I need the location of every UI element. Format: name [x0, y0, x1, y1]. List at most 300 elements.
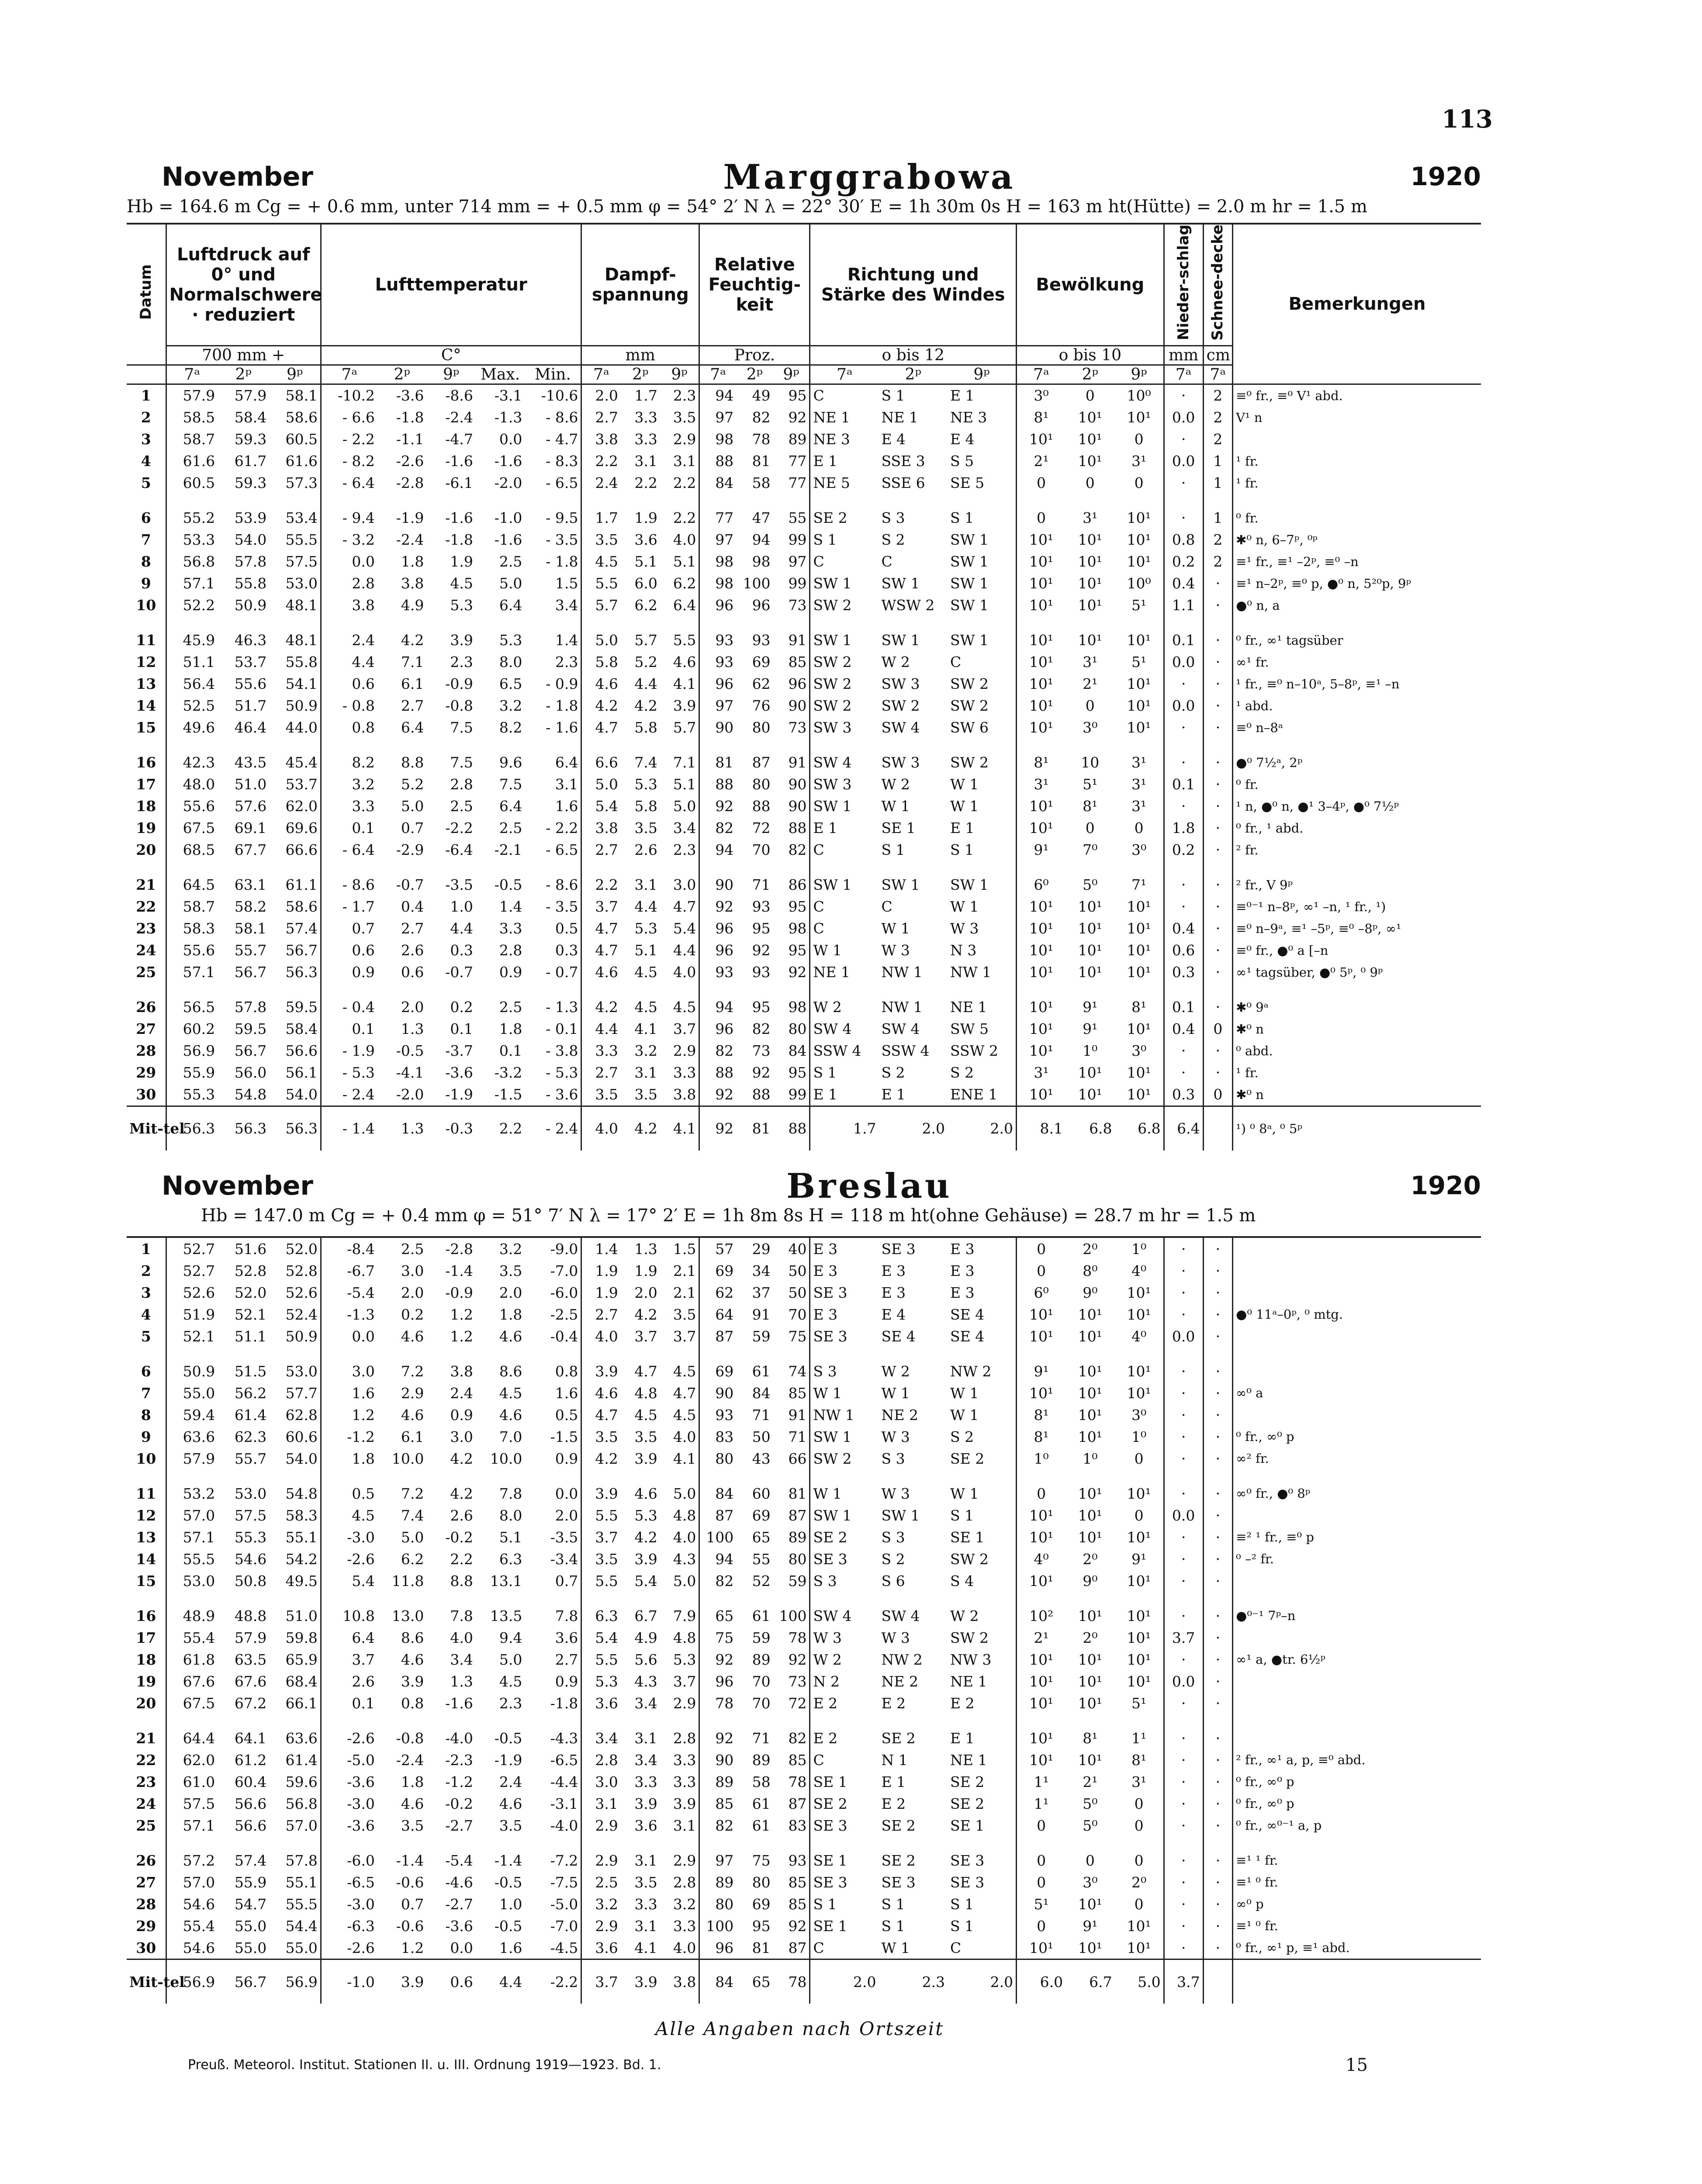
data-cell: · — [1203, 983, 1233, 1018]
data-cell: 5.4 — [634, 1572, 657, 1590]
data-cell: 7.8 — [450, 1607, 473, 1624]
data-cell: · — [1164, 1062, 1203, 1084]
data-cell: 10¹ — [1029, 1020, 1054, 1038]
data-cell: -5.4 — [445, 1852, 473, 1869]
mean-cell: 6.0 — [1017, 1959, 1066, 2004]
data-cell: 71 — [773, 1426, 810, 1448]
day-number: 4 — [127, 1303, 166, 1325]
data-cell: -1.3 — [347, 1306, 375, 1323]
remark-cell — [1233, 1282, 1481, 1303]
data-cell: SE 2 — [881, 1729, 916, 1747]
data-cell: 87 — [715, 1327, 734, 1345]
remark-cell — [1233, 1692, 1481, 1714]
data-cell: · — [1164, 1592, 1203, 1627]
data-cell: 57.8 — [234, 999, 267, 1016]
data-cell: 93 — [752, 964, 771, 981]
data-cell: 80 — [752, 719, 771, 736]
data-cell: 0 — [1037, 509, 1046, 527]
data-cell: 10¹ — [1078, 1751, 1102, 1769]
data-cell: 58.1 — [234, 920, 267, 937]
data-cell: 58.5 — [183, 409, 215, 426]
data-cell: NE 2 — [881, 1673, 918, 1690]
data-cell: 70 — [752, 1673, 771, 1690]
data-cell: -3.2 — [494, 1064, 522, 1082]
unit-dampf: mm — [581, 346, 699, 365]
data-cell: -0.9 — [445, 675, 473, 693]
data-cell: 10¹ — [1078, 1327, 1102, 1345]
data-cell: -7.5 — [525, 1871, 581, 1893]
data-cell: C — [881, 553, 893, 570]
table-row — [127, 494, 1481, 529]
remark-cell: ●⁰ 11ᵃ–0ᵖ, ⁰ mtg. — [1236, 1307, 1343, 1322]
data-cell: 64.5 — [183, 876, 215, 894]
data-cell: 3.3 — [499, 920, 522, 937]
mean-cell: - 1.4 — [321, 1106, 377, 1151]
data-cell: NE 1 — [948, 1749, 1017, 1771]
data-cell: 9¹ — [1034, 1362, 1049, 1380]
data-cell: 8.2 — [352, 754, 375, 771]
data-cell: 3.0 — [660, 861, 699, 896]
data-cell: 4.5 — [660, 983, 699, 1018]
data-cell: 75 — [752, 1852, 771, 1869]
data-cell: - 6.4 — [342, 841, 375, 859]
data-cell: -6.0 — [347, 1852, 375, 1869]
data-cell: 3.6 — [595, 1694, 618, 1712]
remark-cell — [1233, 1670, 1481, 1692]
data-cell: 59.6 — [269, 1771, 321, 1793]
data-cell: W 1 — [948, 795, 1017, 817]
data-cell: 47 — [752, 509, 771, 527]
remark-cell: ∞⁰ a — [1236, 1386, 1263, 1400]
data-cell: 10¹ — [1078, 1384, 1102, 1402]
data-cell: 91 — [752, 1306, 771, 1323]
data-cell: 6.2 — [634, 597, 657, 614]
data-cell: -0.8 — [445, 697, 473, 715]
data-cell: 62.0 — [183, 1751, 215, 1769]
table-row — [127, 1404, 1481, 1426]
data-cell: 5.2 — [401, 776, 424, 793]
data-cell: SE 4 — [881, 1327, 916, 1345]
data-cell: · — [1203, 739, 1233, 774]
table-row — [127, 983, 1481, 1018]
data-cell: 0.3 — [525, 940, 581, 961]
data-cell: 0 — [1115, 1893, 1164, 1915]
data-cell: 90 — [773, 795, 810, 817]
table-row — [127, 407, 1481, 429]
data-cell: SE 1 — [813, 1852, 848, 1869]
table-row — [127, 673, 1481, 695]
data-cell: 1.8 — [1164, 817, 1203, 839]
data-cell: 2 — [1203, 551, 1233, 573]
data-cell: 3.5 — [595, 531, 618, 549]
data-cell: S 2 — [881, 1064, 905, 1082]
data-cell: · — [1203, 1448, 1233, 1469]
data-cell: 92 — [773, 1648, 810, 1670]
remark-cell: ✱⁰ n — [1236, 1021, 1264, 1037]
data-cell: SW 2 — [948, 673, 1017, 695]
day-number: 24 — [127, 1793, 166, 1814]
data-cell: 3.5 — [660, 407, 699, 429]
data-cell: 10¹ — [1115, 1018, 1164, 1040]
data-cell: 2.4 — [450, 1384, 473, 1402]
data-cell: -1.1 — [396, 431, 424, 448]
data-cell: · — [1203, 1404, 1233, 1426]
data-cell: -0.2 — [445, 1795, 473, 1812]
data-cell: 8.0 — [499, 653, 522, 671]
data-cell: 10¹ — [1029, 1507, 1054, 1524]
data-cell: 81 — [752, 453, 771, 470]
data-cell: S 5 — [948, 450, 1017, 472]
mean-cell: 56.3 — [269, 1106, 321, 1151]
data-cell: W 3 — [948, 918, 1017, 940]
data-cell: 87 — [773, 1937, 810, 1959]
mean-cell: 84 — [699, 1959, 736, 2004]
data-cell: 3.3 — [634, 1773, 657, 1790]
data-cell: 3¹ — [1115, 450, 1164, 472]
day-number: 9 — [127, 573, 166, 594]
data-cell: 1.3 — [401, 1020, 424, 1038]
mean-cell: 6.7 — [1065, 1959, 1115, 2004]
day-number: 28 — [127, 1040, 166, 1062]
data-cell: 3.9 — [660, 695, 699, 717]
data-cell: · — [1203, 1526, 1233, 1548]
data-cell: 95 — [752, 920, 771, 937]
data-cell: 55.8 — [269, 651, 321, 673]
data-cell: 4.7 — [660, 896, 699, 918]
table-body — [127, 1238, 1481, 2004]
data-cell: 10¹ — [1029, 920, 1054, 937]
mean-cell: 4.4 — [476, 1959, 525, 2004]
table-row — [127, 795, 1481, 817]
data-cell: S 1 — [948, 839, 1017, 861]
data-cell: SW 4 — [813, 1607, 852, 1624]
data-cell: 0.2 — [1164, 839, 1203, 861]
data-cell: 89 — [773, 1526, 810, 1548]
data-cell: 2.3 — [450, 653, 473, 671]
data-cell: 5.5 — [595, 575, 618, 592]
day-number: 12 — [127, 651, 166, 673]
data-cell: 0 — [1115, 1793, 1164, 1814]
data-cell: 3.7 — [660, 1325, 699, 1347]
mean-cell: ¹) ⁰ 8ᵃ, ⁰ 5ᵖ — [1233, 1106, 1481, 1151]
data-cell: S 1 — [813, 1895, 837, 1913]
data-cell: 0.5 — [352, 1485, 375, 1502]
data-cell: 2.6 — [450, 1507, 473, 1524]
data-cell: 5.5 — [595, 1651, 618, 1668]
data-cell: 4.6 — [595, 675, 618, 693]
data-cell: ENE 1 — [948, 1084, 1017, 1106]
data-cell: NE 3 — [948, 407, 1017, 429]
data-cell: 54.1 — [269, 673, 321, 695]
data-cell: 43 — [752, 1450, 771, 1467]
data-cell: · — [1164, 1040, 1203, 1062]
data-cell: 10¹ — [1029, 1751, 1054, 1769]
data-cell: 3.1 — [634, 1852, 657, 1869]
data-cell: 50 — [773, 1282, 810, 1303]
data-cell: 3.6 — [595, 1939, 618, 1956]
data-cell: 53.7 — [269, 774, 321, 795]
data-cell: -0.5 — [396, 1042, 424, 1060]
data-cell: · — [1164, 1915, 1203, 1937]
data-cell: 3.7 — [660, 1670, 699, 1692]
data-cell: E 4 — [881, 1306, 906, 1323]
data-cell: 5.8 — [634, 798, 657, 815]
data-cell: SE 1 — [948, 1526, 1017, 1548]
data-cell: 49 — [752, 387, 771, 404]
data-cell: · — [1203, 940, 1233, 961]
data-cell: · — [1203, 795, 1233, 817]
mean-cell: 4.0 — [581, 1106, 621, 1151]
data-cell: -3.6 — [445, 1917, 473, 1935]
data-cell: -2.9 — [396, 841, 424, 859]
data-cell: 52.7 — [183, 1262, 215, 1279]
data-cell: 98 — [715, 553, 734, 570]
data-cell: 4.9 — [401, 597, 424, 614]
data-cell: 2.8 — [450, 776, 473, 793]
data-cell: 3.5 — [401, 1817, 424, 1834]
table-row — [127, 1915, 1481, 1937]
data-cell: 96 — [715, 1020, 734, 1038]
data-cell: 82 — [715, 1572, 734, 1590]
data-cell: 5.3 — [660, 1648, 699, 1670]
year-label: 1920 — [1410, 162, 1481, 191]
data-cell: SW 1 — [881, 632, 920, 649]
data-cell: 61.6 — [183, 453, 215, 470]
data-cell: 90 — [715, 719, 734, 736]
data-cell: 50 — [773, 1260, 810, 1282]
data-cell: 2.5 — [401, 1240, 424, 1258]
data-cell: 0.9 — [352, 964, 375, 981]
data-cell: 50.9 — [183, 1362, 215, 1380]
data-cell: 57.7 — [269, 1382, 321, 1404]
data-cell: SE 3 — [948, 1871, 1017, 1893]
data-cell: 2.6 — [634, 841, 657, 859]
data-cell: 1.5 — [525, 573, 581, 594]
data-cell: 3.1 — [660, 1814, 699, 1836]
data-cell: S 1 — [881, 841, 905, 859]
data-cell: 46.4 — [234, 719, 267, 736]
data-cell: SW 3 — [813, 776, 852, 793]
table-row — [127, 1303, 1481, 1325]
data-cell: · — [1164, 1871, 1203, 1893]
data-cell: 6.4 — [525, 739, 581, 774]
data-cell: - 0.8 — [342, 697, 375, 715]
data-cell: 56.8 — [269, 1793, 321, 1814]
data-cell: 5.5 — [660, 616, 699, 651]
data-cell: 0.1 — [1164, 616, 1203, 651]
data-cell: 5.7 — [595, 597, 618, 614]
data-cell: 93 — [773, 1836, 810, 1871]
data-cell: 3.5 — [595, 1428, 618, 1445]
data-cell: · — [1164, 1937, 1203, 1959]
data-cell: · — [1203, 1836, 1233, 1871]
table-row — [127, 1382, 1481, 1404]
data-cell: · — [1203, 1382, 1233, 1404]
data-cell: 54.8 — [234, 1086, 267, 1103]
data-cell: 57.9 — [234, 387, 267, 404]
data-cell: 95 — [773, 1062, 810, 1084]
table-row — [127, 1469, 1481, 1504]
data-cell: 10¹ — [1115, 1526, 1164, 1548]
data-cell: S 6 — [881, 1572, 905, 1590]
data-cell: 5.1 — [660, 774, 699, 795]
data-cell: 54.0 — [269, 1448, 321, 1469]
data-cell: 89 — [773, 429, 810, 450]
table-row — [127, 1062, 1481, 1084]
data-cell: S 1 — [948, 1893, 1017, 1915]
data-cell: 3.1 — [634, 876, 657, 894]
table-row — [127, 1282, 1481, 1303]
data-cell: S 2 — [881, 531, 905, 549]
data-cell: 61 — [752, 1607, 771, 1624]
remark-cell: ∞¹ a, ●tr. 6½ᵖ — [1236, 1652, 1326, 1667]
data-cell: 3.4 — [634, 1694, 657, 1712]
data-cell: C — [948, 651, 1017, 673]
data-cell: 5⁰ — [1083, 876, 1098, 894]
remark-cell: ●⁰ 7½ᵃ, 2ᵖ — [1236, 755, 1303, 770]
data-cell: 10¹ — [1078, 1528, 1102, 1546]
data-cell: · — [1203, 1260, 1233, 1282]
mean-cell: -1.0 — [321, 1959, 377, 2004]
data-cell: 4.7 — [660, 1382, 699, 1404]
data-cell: 4.2 — [401, 632, 424, 649]
data-cell: 0.0 — [1164, 1325, 1203, 1347]
day-number: 17 — [127, 1627, 166, 1648]
data-cell: 73 — [773, 1670, 810, 1692]
data-cell: 54.7 — [234, 1895, 267, 1913]
table-row — [127, 739, 1481, 774]
mean-cell: 4.2 — [621, 1106, 660, 1151]
data-cell: 84 — [715, 1485, 734, 1502]
data-cell: 56.6 — [234, 1795, 267, 1812]
data-cell: 4.5 — [499, 1673, 522, 1690]
data-cell: 60.4 — [234, 1773, 267, 1790]
data-cell: 80 — [715, 1450, 734, 1467]
data-cell: 5.4 — [352, 1572, 375, 1590]
data-cell: - 8.6 — [342, 876, 375, 894]
remark-cell: ≡⁰ n–8ᵃ — [1236, 720, 1283, 735]
data-cell: 1.8 — [352, 1450, 375, 1467]
data-cell: SW 2 — [948, 1548, 1017, 1570]
data-cell: 7⁰ — [1083, 841, 1098, 859]
day-number: 8 — [127, 1404, 166, 1426]
data-cell: W 1 — [881, 1939, 910, 1956]
remark-cell: ≡¹ ¹ fr. — [1236, 1853, 1278, 1868]
data-cell: 3.0 — [595, 1773, 618, 1790]
data-cell: 57.4 — [269, 918, 321, 940]
data-cell: -3.5 — [445, 876, 473, 894]
data-cell: 1¹ — [1115, 1714, 1164, 1749]
data-cell: · — [1164, 494, 1203, 529]
data-cell: 7.4 — [634, 754, 657, 771]
col-min: Min. — [525, 365, 581, 384]
header-datum: Datum — [127, 225, 166, 365]
data-cell: 0 — [1115, 1504, 1164, 1526]
data-cell: 2 — [1203, 384, 1233, 407]
data-cell: 10¹ — [1078, 531, 1102, 549]
data-cell: 88 — [752, 798, 771, 815]
data-cell: 93 — [715, 653, 734, 671]
data-cell: -3.6 — [347, 1773, 375, 1790]
data-cell: 9¹ — [1083, 999, 1098, 1016]
data-cell: · — [1203, 1749, 1233, 1771]
data-cell: 2.7 — [525, 1648, 581, 1670]
data-cell: 57.1 — [183, 964, 215, 981]
mean-cell: 56.3 — [166, 1106, 218, 1151]
data-cell: 2.9 — [595, 1817, 618, 1834]
col-p9: 9ᵖ — [269, 365, 321, 384]
data-cell: 1.4 — [499, 898, 522, 916]
data-cell: 56.7 — [269, 940, 321, 961]
col-t7: 7ᵃ — [321, 365, 377, 384]
col-p2: 2ᵖ — [218, 365, 269, 384]
data-cell: 55.8 — [234, 575, 267, 592]
data-cell: · — [1164, 472, 1203, 494]
table-row — [127, 839, 1481, 861]
data-cell: 0 — [1037, 1873, 1046, 1891]
data-cell: NE 1 — [948, 1670, 1017, 1692]
data-cell: 0.0 — [1164, 695, 1203, 717]
data-cell: 1 — [1203, 472, 1233, 494]
data-cell: · — [1203, 774, 1233, 795]
data-cell: C — [813, 1939, 824, 1956]
data-cell: 58.3 — [183, 920, 215, 937]
data-cell: 4.0 — [660, 1526, 699, 1548]
data-cell: 80 — [773, 1018, 810, 1040]
data-cell: 55.0 — [234, 1917, 267, 1935]
table-row — [127, 1426, 1481, 1448]
data-cell: 4.6 — [595, 1384, 618, 1402]
data-cell: 0 — [1085, 697, 1095, 715]
data-cell: · — [1203, 573, 1233, 594]
data-cell: 3.6 — [634, 1817, 657, 1834]
data-cell: W 1 — [881, 1384, 910, 1402]
data-cell: 9⁰ — [1083, 1284, 1098, 1301]
data-cell: 10¹ — [1115, 1670, 1164, 1692]
data-cell: 55.2 — [183, 509, 215, 527]
header-bewoelkung: Bewölkung — [1017, 225, 1164, 346]
data-cell: 57.2 — [183, 1852, 215, 1869]
data-cell: 2¹ — [1034, 453, 1049, 470]
data-cell: 4.5 — [660, 1347, 699, 1382]
data-cell: -4.3 — [525, 1714, 581, 1749]
day-number: 16 — [127, 1592, 166, 1627]
table-row — [127, 472, 1481, 494]
col-w7: 7ᵃ — [810, 365, 879, 384]
data-cell: SW 3 — [813, 719, 852, 736]
data-cell: 97 — [715, 1852, 734, 1869]
data-cell: -6.5 — [347, 1873, 375, 1891]
data-cell: 0.9 — [525, 1448, 581, 1469]
table-row — [127, 384, 1481, 407]
data-cell: 61 — [752, 1817, 771, 1834]
data-cell: · — [1164, 1714, 1203, 1749]
table-row — [127, 1627, 1481, 1648]
data-cell: 5⁰ — [1083, 1795, 1098, 1812]
mean-cell: -2.2 — [525, 1959, 581, 2004]
data-cell: 8.8 — [401, 754, 424, 771]
data-cell: 10¹ — [1029, 597, 1054, 614]
remark-cell: ⁰ fr., ∞¹ tagsüber — [1236, 632, 1343, 648]
data-cell: 48.1 — [269, 616, 321, 651]
data-cell: 10¹ — [1078, 1939, 1102, 1956]
data-cell: 83 — [715, 1428, 734, 1445]
data-cell: 10¹ — [1029, 898, 1054, 916]
data-cell: 52 — [752, 1572, 771, 1590]
data-cell: 56.6 — [269, 1040, 321, 1062]
data-cell: 10¹ — [1115, 1915, 1164, 1937]
data-cell: 4⁰ — [1115, 1260, 1164, 1282]
